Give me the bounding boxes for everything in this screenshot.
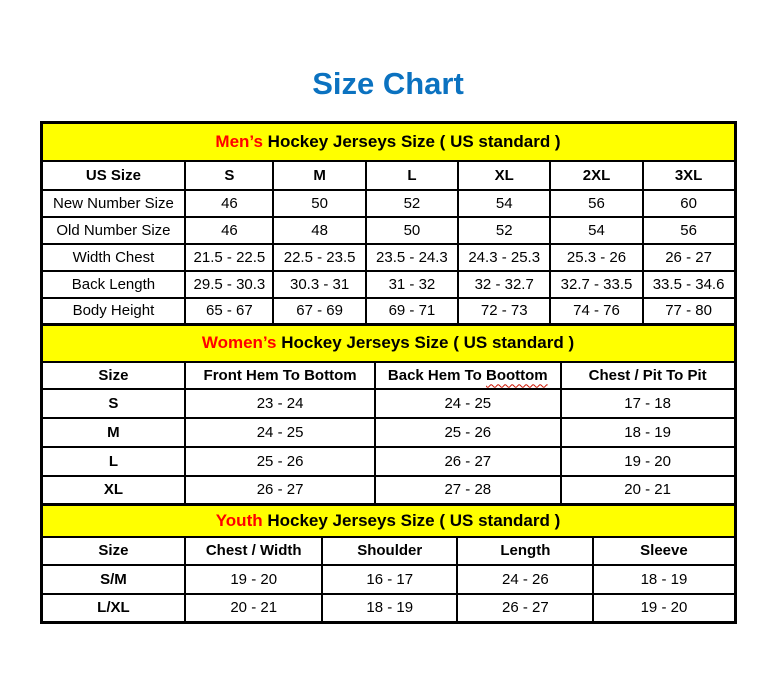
womens-size-table: [40, 323, 737, 506]
row-label: S: [41, 389, 185, 418]
size-value: 67 - 69: [273, 298, 365, 325]
size-value: 23 - 24: [185, 389, 374, 418]
youth-banner: [41, 505, 735, 537]
row-label: S/M: [41, 565, 185, 594]
size-value: 46: [185, 190, 273, 217]
womens-banner-text: Hockey Jerseys Size ( US standard ): [276, 333, 575, 353]
youth-banner-highlight: Youth: [215, 510, 263, 530]
size-value: 69 - 71: [366, 298, 458, 325]
womens-banner-highlight: Women’s: [201, 333, 277, 353]
youth-col-header-4: Sleeve: [593, 537, 735, 565]
womens-col-header-1: Front Hem To Bottom: [185, 362, 374, 389]
womens-header-row: [41, 362, 735, 389]
size-value: 19 - 20: [561, 447, 735, 476]
youth-col-header-0: Size: [41, 537, 185, 565]
row-label: Body Height: [41, 298, 185, 325]
size-value: 72 - 73: [458, 298, 550, 325]
size-value: 56: [550, 190, 642, 217]
size-value: 54: [550, 217, 642, 244]
mens-col-header-4: XL: [458, 161, 550, 190]
mens-header-row: [41, 161, 735, 190]
size-value: 32.7 - 33.5: [550, 271, 642, 298]
mens-banner-text: Hockey Jerseys Size ( US standard ): [262, 131, 561, 151]
youth-header-row: [41, 537, 735, 565]
size-value: 54: [458, 190, 550, 217]
size-value: 26 - 27: [457, 594, 593, 623]
youth-col-header-2: Shoulder: [322, 537, 457, 565]
size-value: 16 - 17: [322, 565, 457, 594]
row-label: Old Number Size: [41, 217, 185, 244]
table-row: [41, 389, 735, 418]
size-value: 20 - 21: [185, 594, 322, 623]
row-label: XL: [41, 476, 185, 505]
table-row: [41, 447, 735, 476]
misspelled-word: Boottom: [486, 366, 548, 384]
size-value: 20 - 21: [561, 476, 735, 505]
womens-col-header-3: Chest / Pit To Pit: [561, 362, 735, 389]
size-value: 52: [458, 217, 550, 244]
mens-col-header-5: 2XL: [550, 161, 642, 190]
table-row: [41, 594, 735, 623]
womens-col-header-2: Back Hem To Boottom: [375, 362, 561, 389]
youth-size-table: [40, 503, 737, 624]
youth-col-header-3: Length: [457, 537, 593, 565]
mens-col-header-3: L: [366, 161, 458, 190]
size-value: 17 - 18: [561, 389, 735, 418]
mens-size-table: [40, 121, 737, 326]
size-value: 18 - 19: [322, 594, 457, 623]
mens-col-header-1: S: [185, 161, 273, 190]
mens-col-header-6: 3XL: [643, 161, 735, 190]
size-value: 19 - 20: [593, 594, 735, 623]
size-value: 19 - 20: [185, 565, 322, 594]
table-row: [41, 271, 735, 298]
size-value: 24.3 - 25.3: [458, 244, 550, 271]
mens-col-header-2: M: [273, 161, 365, 190]
youth-col-header-1: Chest / Width: [185, 537, 322, 565]
mens-banner-highlight: Men’s: [215, 131, 263, 151]
size-value: 25.3 - 26: [550, 244, 642, 271]
size-value: 65 - 67: [185, 298, 273, 325]
size-value: 26 - 27: [643, 244, 735, 271]
youth-banner-text: Hockey Jerseys Size ( US standard ): [262, 510, 561, 530]
table-row: [41, 244, 735, 271]
size-tables: [40, 121, 737, 624]
size-value: 26 - 27: [185, 476, 374, 505]
size-value: 27 - 28: [375, 476, 561, 505]
row-label: Width Chest: [41, 244, 185, 271]
mens-banner: [41, 123, 735, 161]
size-value: 60: [643, 190, 735, 217]
size-value: 50: [273, 190, 365, 217]
row-label: L/XL: [41, 594, 185, 623]
size-value: 48: [273, 217, 365, 244]
table-row: [41, 476, 735, 505]
row-label: L: [41, 447, 185, 476]
womens-banner: [41, 325, 735, 362]
size-value: 50: [366, 217, 458, 244]
size-value: 24 - 26: [457, 565, 593, 594]
size-value: 25 - 26: [375, 418, 561, 447]
size-value: 25 - 26: [185, 447, 374, 476]
table-row: [41, 565, 735, 594]
size-value: 77 - 80: [643, 298, 735, 325]
size-value: 21.5 - 22.5: [185, 244, 273, 271]
size-value: 52: [366, 190, 458, 217]
size-value: 22.5 - 23.5: [273, 244, 365, 271]
youth-banner-row: [41, 505, 735, 537]
mens-col-header-0: US Size: [41, 161, 185, 190]
size-value: 23.5 - 24.3: [366, 244, 458, 271]
size-value: 33.5 - 34.6: [643, 271, 735, 298]
page-title: Size Chart: [312, 66, 464, 101]
size-value: 56: [643, 217, 735, 244]
size-value: 32 - 32.7: [458, 271, 550, 298]
row-label: M: [41, 418, 185, 447]
table-row: [41, 217, 735, 244]
womens-col-header-0: Size: [41, 362, 185, 389]
womens-banner-row: [41, 325, 735, 362]
size-value: 26 - 27: [375, 447, 561, 476]
size-value: 24 - 25: [185, 418, 374, 447]
size-value: 18 - 19: [561, 418, 735, 447]
size-value: 31 - 32: [366, 271, 458, 298]
size-value: 74 - 76: [550, 298, 642, 325]
table-row: [41, 418, 735, 447]
size-value: 30.3 - 31: [273, 271, 365, 298]
size-value: 24 - 25: [375, 389, 561, 418]
table-row: [41, 298, 735, 325]
mens-banner-row: [41, 123, 735, 161]
row-label: Back Length: [41, 271, 185, 298]
table-row: [41, 190, 735, 217]
row-label: New Number Size: [41, 190, 185, 217]
size-value: 46: [185, 217, 273, 244]
size-value: 29.5 - 30.3: [185, 271, 273, 298]
size-value: 18 - 19: [593, 565, 735, 594]
